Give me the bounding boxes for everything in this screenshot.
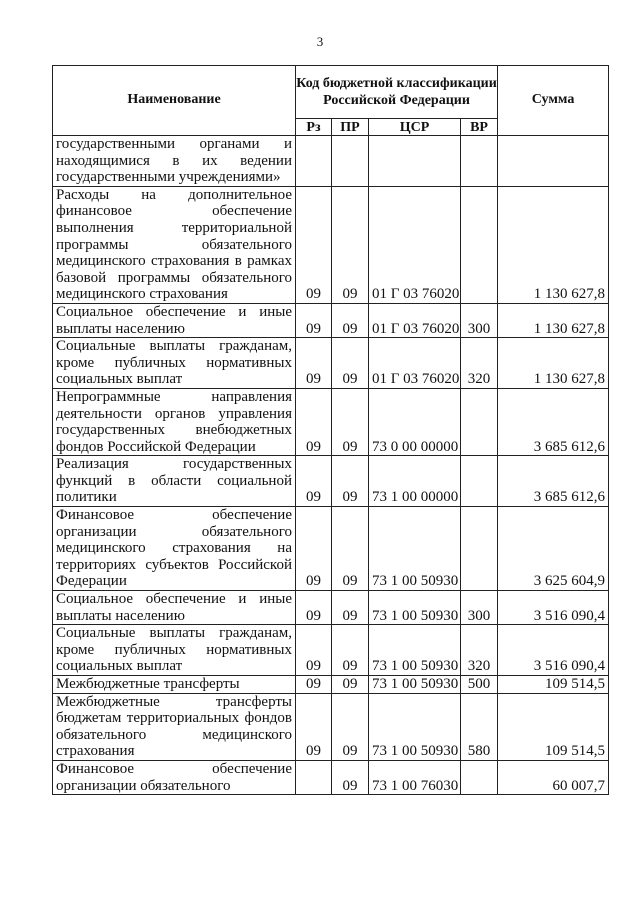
row-name: Финансовое обеспечение организации обязательного (53, 760, 296, 794)
header-rz: Рз (296, 119, 332, 136)
row-rz: 09 (296, 625, 332, 676)
row-sum: 1 130 627,8 (498, 186, 609, 303)
row-rz: 09 (296, 676, 332, 694)
table-row (53, 186, 609, 303)
table-row (53, 625, 609, 676)
row-csr (369, 136, 461, 187)
row-vr: 320 (461, 625, 498, 676)
row-pr: 09 (332, 338, 369, 389)
row-rz: 09 (296, 186, 332, 303)
row-sum: 3 685 612,6 (498, 456, 609, 507)
row-vr (461, 388, 498, 455)
row-csr: 01 Г 03 76020 (369, 338, 461, 389)
header-csr: ЦСР (369, 119, 461, 136)
row-pr: 09 (332, 625, 369, 676)
table-row (53, 303, 609, 337)
row-pr: 09 (332, 456, 369, 507)
row-vr: 320 (461, 338, 498, 389)
row-rz: 09 (296, 693, 332, 760)
row-csr: 73 1 00 50930 (369, 693, 461, 760)
header-pr: ПР (332, 119, 369, 136)
row-rz: 09 (296, 591, 332, 625)
table-row (53, 338, 609, 389)
table-row (53, 676, 609, 694)
row-sum: 60 007,7 (498, 760, 609, 794)
row-pr: 09 (332, 591, 369, 625)
row-name: Непрограммные направления деятельности органов управления государственных внебюджетных фондов Российской Федерации (53, 388, 296, 455)
header-code-group: Код бюджетной классификации Российской Федерации (296, 66, 498, 119)
row-csr: 73 0 00 00000 (369, 388, 461, 455)
row-csr: 73 1 00 76030 (369, 760, 461, 794)
table-row (53, 456, 609, 507)
row-csr: 73 1 00 00000 (369, 456, 461, 507)
row-rz: 09 (296, 507, 332, 591)
budget-table (52, 65, 609, 795)
row-name: государственными органами и находящимися в их ведении государственными учреждениями» (53, 136, 296, 187)
table-row (53, 760, 609, 794)
table-row (53, 136, 609, 187)
row-name: Расходы на дополнительное финансовое обеспечение выполнения территориальной программы обязательного медицинского страхования в рамках базовой программы обязательного медицинского страхования (53, 186, 296, 303)
row-pr: 09 (332, 693, 369, 760)
row-rz (296, 760, 332, 794)
row-sum: 109 514,5 (498, 676, 609, 694)
row-vr: 500 (461, 676, 498, 694)
row-sum: 1 130 627,8 (498, 303, 609, 337)
header-name: Наименование (53, 66, 296, 136)
row-name: Социальные выплаты гражданам, кроме публичных нормативных социальных выплат (53, 338, 296, 389)
row-csr: 01 Г 03 76020 (369, 303, 461, 337)
row-rz: 09 (296, 456, 332, 507)
row-csr: 73 1 00 50930 (369, 625, 461, 676)
row-sum: 3 685 612,6 (498, 388, 609, 455)
row-vr (461, 186, 498, 303)
row-rz: 09 (296, 338, 332, 389)
row-rz: 09 (296, 303, 332, 337)
row-name: Реализация государственных функций в области социальной политики (53, 456, 296, 507)
row-name: Межбюджетные трансферты (53, 676, 296, 694)
table-header-row (53, 66, 609, 119)
row-sum: 109 514,5 (498, 693, 609, 760)
row-csr: 73 1 00 50930 (369, 676, 461, 694)
row-sum: 3 516 090,4 (498, 625, 609, 676)
row-pr: 09 (332, 303, 369, 337)
row-vr (461, 760, 498, 794)
row-csr: 73 1 00 50930 (369, 591, 461, 625)
row-pr: 09 (332, 676, 369, 694)
row-pr: 09 (332, 186, 369, 303)
row-pr (332, 136, 369, 187)
row-sum: 3 625 604,9 (498, 507, 609, 591)
header-vr: ВР (461, 119, 498, 136)
row-vr: 300 (461, 591, 498, 625)
row-vr (461, 136, 498, 187)
row-rz (296, 136, 332, 187)
table-row (53, 388, 609, 455)
row-vr: 300 (461, 303, 498, 337)
row-name: Социальное обеспечение и иные выплаты населению (53, 303, 296, 337)
row-name: Финансовое обеспечение организации обязательного медицинского страхования на территориях субъектов Российской Федерации (53, 507, 296, 591)
row-vr (461, 456, 498, 507)
row-csr: 73 1 00 50930 (369, 507, 461, 591)
row-pr: 09 (332, 388, 369, 455)
row-sum: 3 516 090,4 (498, 591, 609, 625)
row-rz: 09 (296, 388, 332, 455)
row-sum: 1 130 627,8 (498, 338, 609, 389)
table-row (53, 591, 609, 625)
row-name: Межбюджетные трансферты бюджетам территориальных фондов обязательного медицинского страхования (53, 693, 296, 760)
row-pr: 09 (332, 507, 369, 591)
row-vr (461, 507, 498, 591)
table-row (53, 693, 609, 760)
row-vr: 580 (461, 693, 498, 760)
row-pr: 09 (332, 760, 369, 794)
row-csr: 01 Г 03 76020 (369, 186, 461, 303)
row-name: Социальные выплаты гражданам, кроме публичных нормативных социальных выплат (53, 625, 296, 676)
table-row (53, 507, 609, 591)
row-sum (498, 136, 609, 187)
page-number: 3 (316, 34, 324, 49)
header-sum: Сумма (498, 66, 609, 136)
row-name: Социальное обеспечение и иные выплаты населению (53, 591, 296, 625)
